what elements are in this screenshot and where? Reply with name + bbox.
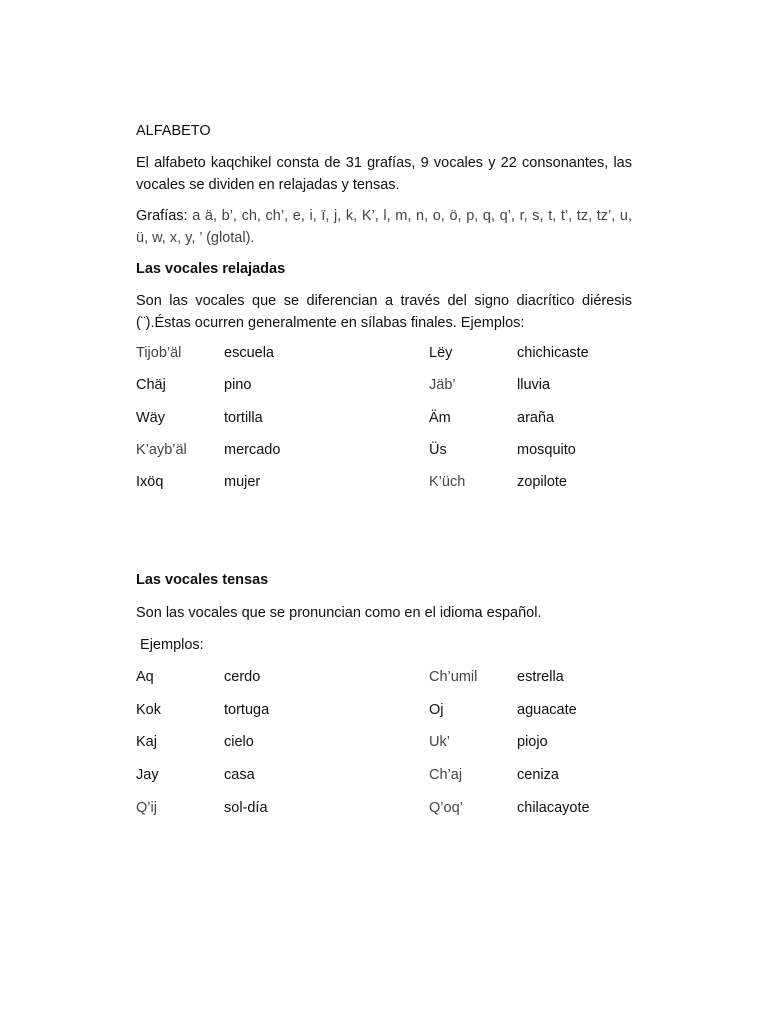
example-row: [0, 666, 768, 688]
spanish-translation: tortuga: [224, 702, 270, 718]
spanish-translation: tortilla: [224, 410, 263, 426]
spanish-translation: chilacayote: [517, 800, 590, 816]
spanish-translation: mercado: [224, 442, 281, 458]
example-row: [0, 439, 768, 461]
spanish-translation: sol-día: [224, 800, 268, 816]
kaqchikel-word: K’ayb’äl: [136, 442, 187, 458]
example-row: [0, 342, 768, 364]
spanish-translation: cerdo: [224, 669, 261, 685]
kaqchikel-word: Jay: [136, 767, 159, 783]
kaqchikel-word: Kok: [136, 702, 161, 718]
spanish-translation: lluvia: [517, 377, 551, 393]
spanish-translation: escuela: [224, 345, 274, 361]
tensas-description: Son las vocales que se pronuncian como en el idioma español.: [136, 605, 542, 621]
example-row: [0, 471, 768, 493]
tensas-heading: Las vocales tensas: [136, 572, 269, 588]
kaqchikel-word: Uk’: [429, 734, 450, 750]
kaqchikel-word: Oj: [429, 702, 444, 718]
kaqchikel-word: Ixöq: [136, 474, 164, 490]
spanish-translation: ceniza: [517, 767, 559, 783]
example-row: [0, 699, 768, 721]
spanish-translation: araña: [517, 410, 555, 426]
spanish-translation: zopilote: [517, 474, 567, 490]
relajadas-heading: Las vocales relajadas: [136, 261, 286, 277]
spanish-translation: piojo: [517, 734, 548, 750]
spanish-translation: pino: [224, 377, 252, 393]
kaqchikel-word: Lëy: [429, 345, 453, 361]
kaqchikel-word: Q’oq’: [429, 800, 463, 816]
grafias-paragraph: [136, 205, 632, 249]
kaqchikel-word: Kaj: [136, 734, 157, 750]
spanish-translation: mosquito: [517, 442, 576, 458]
spanish-translation: chichicaste: [517, 345, 589, 361]
kaqchikel-word: Tijob’äl: [136, 345, 182, 361]
example-row: [0, 407, 768, 429]
kaqchikel-word: Äm: [429, 410, 451, 426]
example-row: [0, 731, 768, 753]
grafias-list: a ä, b’, ch, ch’, e, i, ï, j, k, K’, l, m, n, o, ö, p, q, q’, r, s, t, t’, tz, tz’, u, ü, w, x, y, ’ (glotal).: [136, 208, 632, 246]
example-row: [0, 764, 768, 786]
spanish-translation: cielo: [224, 734, 254, 750]
spanish-translation: casa: [224, 767, 255, 783]
tensas-examples-label: Ejemplos:: [136, 637, 204, 653]
grafias-label: Grafías:: [136, 208, 188, 224]
kaqchikel-word: Ch’umil: [429, 669, 478, 685]
kaqchikel-word: Q’ij: [136, 800, 157, 816]
example-row: [0, 797, 768, 819]
spanish-translation: aguacate: [517, 702, 577, 718]
kaqchikel-word: Wäy: [136, 410, 165, 426]
kaqchikel-word: Chäj: [136, 377, 166, 393]
kaqchikel-word: Jäb’: [429, 377, 456, 393]
kaqchikel-word: Ch’aj: [429, 767, 463, 783]
kaqchikel-word: K’üch: [429, 474, 466, 490]
kaqchikel-word: Aq: [136, 669, 154, 685]
example-row: [0, 374, 768, 396]
relajadas-description: Son las vocales que se diferencian a través del signo diacrítico diéresis (¨).Éstas ocurren generalmente en sílabas finales. Ejemplos:: [136, 293, 632, 331]
intro-paragraph: El alfabeto kaqchikel consta de 31 grafías, 9 vocales y 22 consonantes, las vocales se dividen en relajadas y tensas.: [136, 155, 632, 193]
spanish-translation: mujer: [224, 474, 261, 490]
kaqchikel-word: Üs: [429, 442, 447, 458]
spanish-translation: estrella: [517, 669, 564, 685]
page-title: ALFABETO: [136, 123, 211, 139]
